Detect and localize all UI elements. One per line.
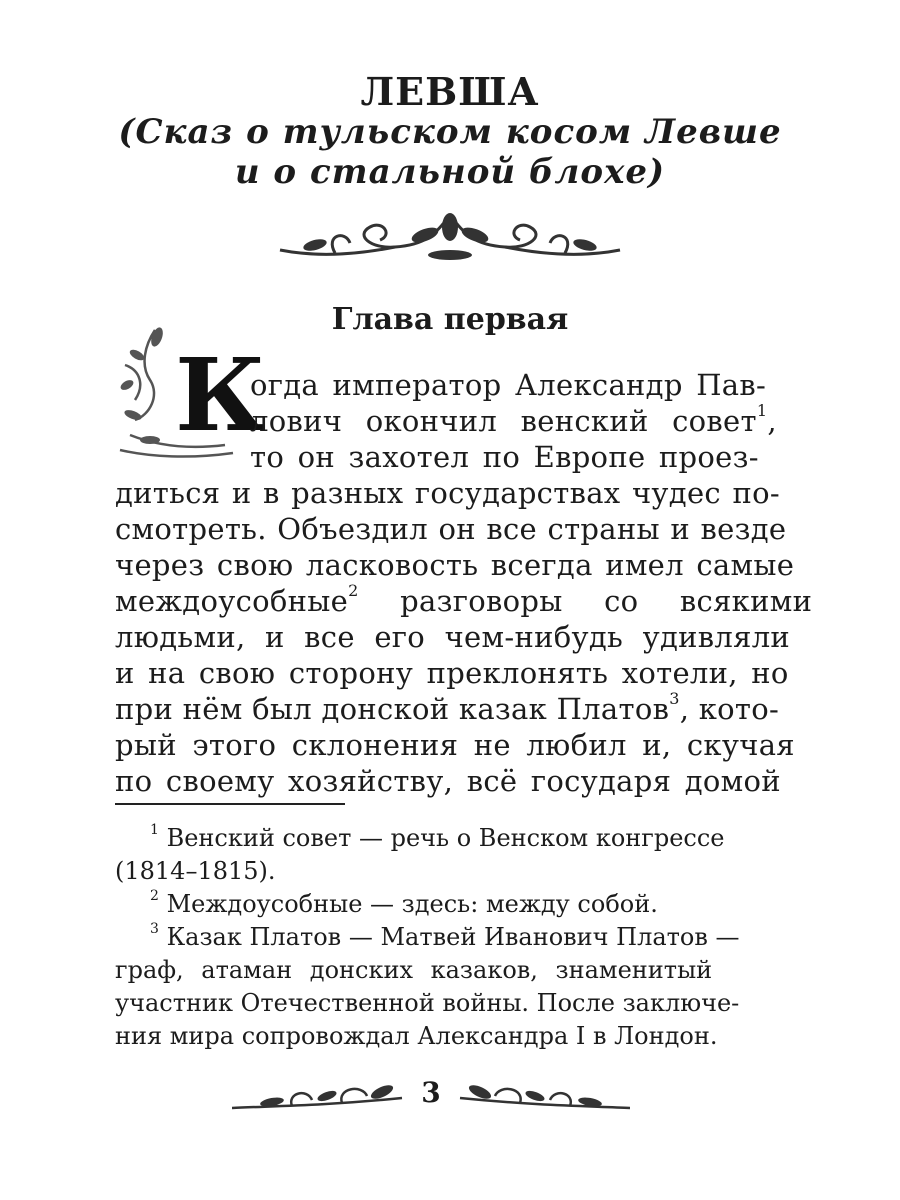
subtitle [0,112,900,192]
footnote-3-line-4: ния мира сопровождал Александра I в Лондон. [115,1022,718,1050]
bottom-right-ornament-icon [455,1078,630,1118]
body-line-12: по своему хозяйству, всё государя домой [115,764,781,798]
footnote-3-line-3: участник Отечественной войны. После заключе- [115,989,740,1017]
body-line-8: людьми, и все его чем-нибудь удивляли [115,620,791,654]
top-ornament-icon [275,205,625,270]
footnote-3-line-1: $^3$ Казак Платов — Матвей Иванович Платов — [150,921,740,951]
page-number: 3 [421,1076,441,1109]
body-line-6: через свою ласковость всегда имел самые [115,548,795,582]
book-title: ЛЕВША [360,69,540,114]
chapter-heading: Глава первая [331,302,569,337]
body-line-10: при нём был донской казак Платов$^3$, кото- [115,689,780,726]
footnote-1-line-1: $^1$ Венский совет — речь о Венском конгрессе [150,822,725,852]
drop-cap: К [175,336,266,454]
footnote-divider [115,803,345,805]
body-line-4: диться и в разных государствах чудес по- [115,476,780,510]
subtitle-line-1: (Сказ о тульском косом Левше [118,112,782,152]
footnote-1-line-2: (1814–1815). [115,857,276,885]
body-line-5: смотреть. Объездил он все страны и везде [115,512,787,546]
bottom-left-ornament-icon [232,1078,407,1118]
subtitle-line-2: и о стальной блохе) [234,152,666,192]
body-line-2: лович окончил венский совет$^1$, [250,401,777,438]
body-line-3: то он захотел по Европе проез- [250,440,759,474]
body-line-11: рый этого склонения не любил и, скучая [115,728,795,762]
body-line-9: и на свою сторону преклонять хотели, но [115,656,789,690]
footnote-3-line-2: граф, атаман донских казаков, знаменитый [115,956,713,984]
body-line-1: огда император Александр Пав- [250,368,767,402]
footnote-2: $^2$ Междоусобные — здесь: между собой. [150,888,658,918]
body-line-7: междоусобные$^2$ разговоры со всякими [115,581,813,618]
